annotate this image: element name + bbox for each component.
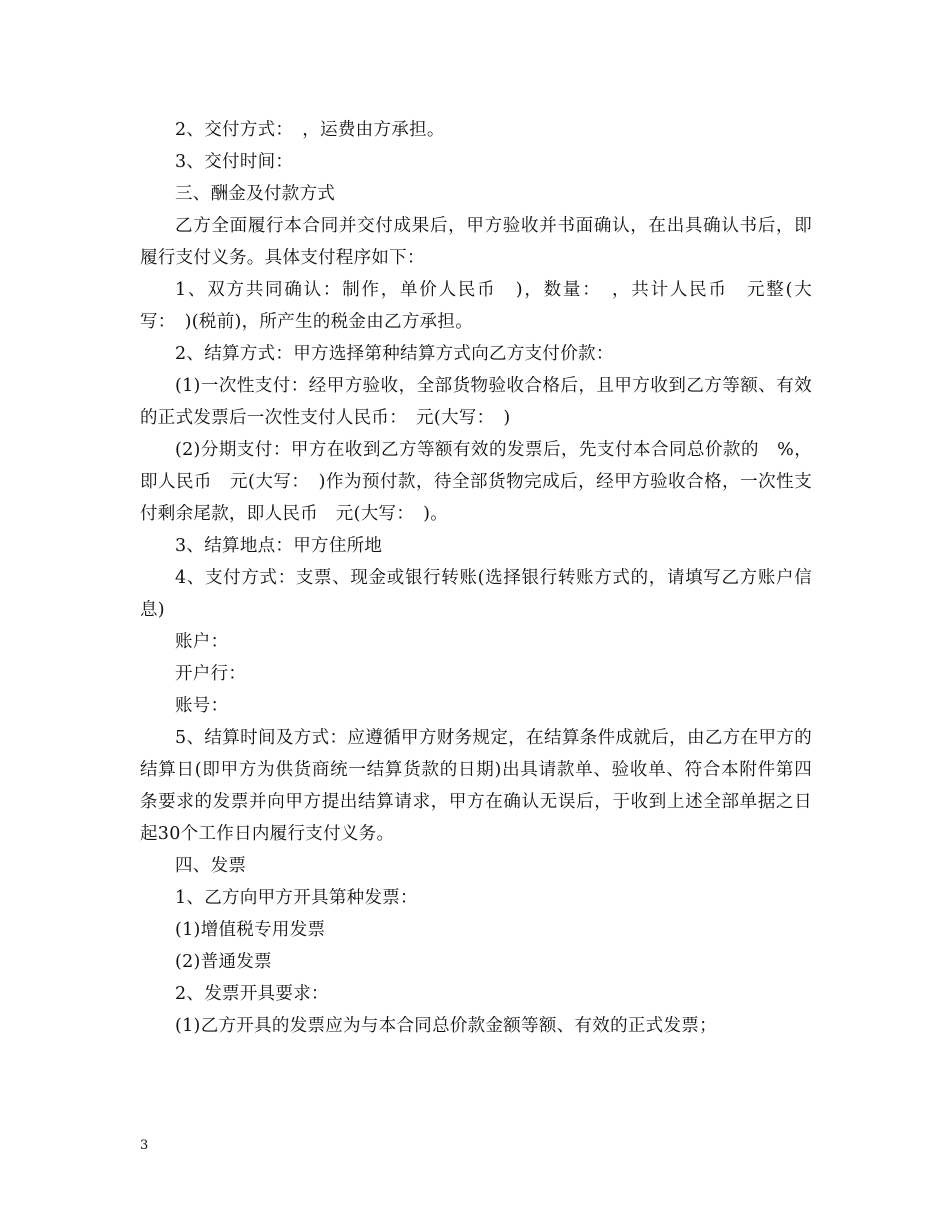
field-bank: 开户行：	[175, 664, 247, 684]
paragraph-delivery-time: 3、交付时间：	[175, 152, 294, 172]
paragraph-price-confirmation: 1、双方共同确认：制作，单价人民币 )，数量： ，共计人民币 元整(大写： )(税前)，所产生的税金由乙方承担。	[140, 280, 812, 332]
list-item-invoice-requirement-1: (1)乙方开具的发票应为与本合同总价款金额等额、有效的正式发票；	[175, 1016, 717, 1036]
paragraph-payment-intro: 乙方全面履行本合同并交付成果后，甲方验收并书面确认，在出具确认书后，即履行支付义务。具体支付程序如下：	[140, 216, 812, 268]
list-item-ordinary-invoice: (2)普通发票	[175, 952, 272, 972]
document-body	[140, 114, 812, 1042]
paragraph-invoice-type: 1、乙方向甲方开具第种发票：	[175, 888, 418, 908]
paragraph-settlement-method: 2、结算方式：甲方选择第种结算方式向乙方支付价款：	[175, 344, 614, 364]
paragraph-settlement-time: 5、结算时间及方式：应遵循甲方财务规定，在结算条件成就后，由乙方在甲方的结算日(即甲方为供货商统一结算货款的日期)出具请款单、验收单、符合本附件第四条要求的发票并向甲方提出结算请求，甲方在确认无误后，于收到上述全部单据之日起30个工作日内履行支付义务。	[140, 728, 812, 844]
paragraph-settlement-location: 3、结算地点：甲方住所地	[175, 536, 383, 556]
paragraph-delivery-method: 2、交付方式： ，运费由方承担。	[175, 120, 445, 140]
paragraph-invoice-requirements: 2、发票开具要求：	[175, 984, 329, 1004]
list-item-vat-invoice: (1)增值税专用发票	[175, 920, 326, 940]
section-heading-payment: 三、酬金及付款方式	[175, 184, 336, 204]
field-account-number: 账号：	[175, 696, 229, 716]
paragraph-lump-sum-payment: (1)一次性支付：经甲方验收，全部货物验收合格后，且甲方收到乙方等额、有效的正式发票后一次性支付人民币： 元(大写： )	[140, 376, 812, 428]
page-number: 3	[140, 1138, 149, 1153]
paragraph-payment-mode: 4、支付方式：支票、现金或银行转账(选择银行转账方式的，请填写乙方账户信息)	[140, 568, 812, 620]
section-heading-invoice: 四、发票	[175, 856, 247, 876]
paragraph-installment-payment: (2)分期支付：甲方在收到乙方等额有效的发票后，先支付本合同总价款的 %，即人民币 元(大写： )作为预付款，待全部货物完成后，经甲方验收合格，一次性支付剩余尾款，即人民币 元(大写： )。	[140, 440, 812, 524]
field-account-name: 账户：	[175, 632, 229, 652]
